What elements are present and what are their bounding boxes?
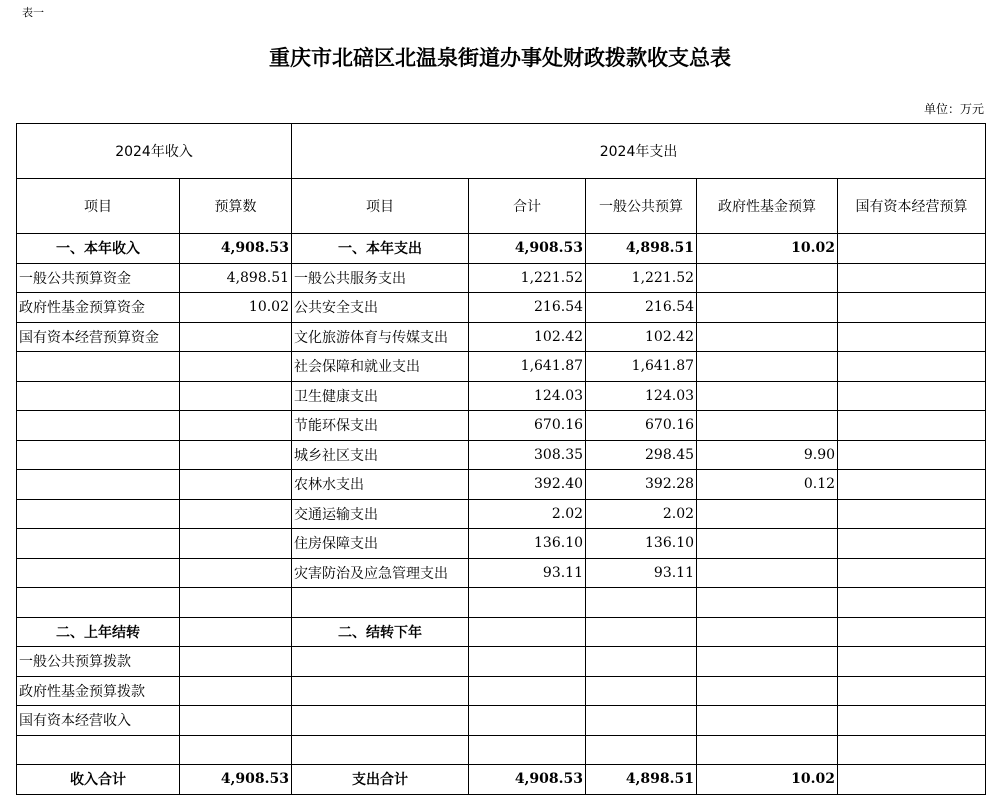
expense-item-cell: 城乡社区支出 xyxy=(292,440,469,470)
income-item-cell: 一般公共预算拨款 xyxy=(17,647,180,677)
table-row xyxy=(17,735,986,765)
income-header: 2024年收入 xyxy=(17,124,292,179)
table-row xyxy=(17,440,986,470)
income-budget-cell xyxy=(180,588,292,618)
expense-item-cell: 交通运输支出 xyxy=(292,499,469,529)
general-budget-cell: 298.45 xyxy=(586,440,697,470)
table-row xyxy=(17,558,986,588)
table-row xyxy=(17,263,986,293)
total-cell: 1,221.52 xyxy=(469,263,586,293)
income-budget-cell xyxy=(180,352,292,382)
state-capital-cell xyxy=(838,706,986,736)
income-item-cell: 一、本年收入 xyxy=(17,234,180,264)
table-row xyxy=(17,352,986,382)
total-cell: 216.54 xyxy=(469,293,586,323)
expense-item-cell: 社会保障和就业支出 xyxy=(292,352,469,382)
expense-item-cell: 卫生健康支出 xyxy=(292,381,469,411)
col-header-expense-item: 项目 xyxy=(292,179,469,234)
gov-fund-cell xyxy=(697,735,838,765)
gov-fund-cell xyxy=(697,676,838,706)
state-capital-cell xyxy=(838,676,986,706)
income-item-cell: 收入合计 xyxy=(17,765,180,795)
state-capital-cell xyxy=(838,765,986,795)
income-item-cell xyxy=(17,588,180,618)
table-row xyxy=(17,617,986,647)
income-budget-cell xyxy=(180,676,292,706)
total-cell: 136.10 xyxy=(469,529,586,559)
gov-fund-cell xyxy=(697,411,838,441)
expense-item-cell: 支出合计 xyxy=(292,765,469,795)
state-capital-cell xyxy=(838,499,986,529)
state-capital-cell xyxy=(838,263,986,293)
income-budget-cell: 4,908.53 xyxy=(180,234,292,264)
table-row xyxy=(17,499,986,529)
total-cell: 124.03 xyxy=(469,381,586,411)
income-budget-cell: 4,898.51 xyxy=(180,263,292,293)
gov-fund-cell xyxy=(697,352,838,382)
table-row xyxy=(17,234,986,264)
expense-item-cell: 公共安全支出 xyxy=(292,293,469,323)
gov-fund-cell xyxy=(697,617,838,647)
total-cell: 2.02 xyxy=(469,499,586,529)
gov-fund-cell xyxy=(697,558,838,588)
gov-fund-cell xyxy=(697,647,838,677)
income-budget-cell xyxy=(180,706,292,736)
general-budget-cell: 670.16 xyxy=(586,411,697,441)
total-cell: 4,908.53 xyxy=(469,234,586,264)
income-item-cell xyxy=(17,558,180,588)
gov-fund-cell: 9.90 xyxy=(697,440,838,470)
general-budget-cell xyxy=(586,676,697,706)
state-capital-cell xyxy=(838,322,986,352)
total-cell: 670.16 xyxy=(469,411,586,441)
expense-item-cell xyxy=(292,706,469,736)
col-header-total: 合计 xyxy=(469,179,586,234)
income-budget-cell xyxy=(180,529,292,559)
state-capital-cell xyxy=(838,588,986,618)
gov-fund-cell xyxy=(697,293,838,323)
income-budget-cell xyxy=(180,499,292,529)
state-capital-cell xyxy=(838,529,986,559)
total-cell xyxy=(469,735,586,765)
table-row xyxy=(17,765,986,795)
state-capital-cell xyxy=(838,352,986,382)
total-cell xyxy=(469,588,586,618)
gov-fund-cell: 10.02 xyxy=(697,765,838,795)
income-budget-cell xyxy=(180,558,292,588)
income-budget-cell xyxy=(180,647,292,677)
header-row-2 xyxy=(17,179,986,234)
table-row xyxy=(17,411,986,441)
expense-item-cell xyxy=(292,735,469,765)
total-cell xyxy=(469,617,586,647)
expense-item-cell: 二、结转下年 xyxy=(292,617,469,647)
col-header-gov-fund: 政府性基金预算 xyxy=(697,179,838,234)
expense-item-cell: 文化旅游体育与传媒支出 xyxy=(292,322,469,352)
general-budget-cell: 216.54 xyxy=(586,293,697,323)
total-cell: 1,641.87 xyxy=(469,352,586,382)
gov-fund-cell xyxy=(697,499,838,529)
income-budget-cell xyxy=(180,381,292,411)
col-header-general-budget: 一般公共预算 xyxy=(586,179,697,234)
gov-fund-cell xyxy=(697,322,838,352)
general-budget-cell: 1,641.87 xyxy=(586,352,697,382)
table-row xyxy=(17,588,986,618)
table-row xyxy=(17,706,986,736)
state-capital-cell xyxy=(838,381,986,411)
income-item-cell: 国有资本经营收入 xyxy=(17,706,180,736)
total-cell: 392.40 xyxy=(469,470,586,500)
header-row-1 xyxy=(17,124,986,179)
total-cell xyxy=(469,706,586,736)
table-row xyxy=(17,322,986,352)
income-budget-cell xyxy=(180,440,292,470)
income-budget-cell xyxy=(180,322,292,352)
income-item-cell: 政府性基金预算拨款 xyxy=(17,676,180,706)
gov-fund-cell: 10.02 xyxy=(697,234,838,264)
general-budget-cell xyxy=(586,588,697,618)
total-cell: 93.11 xyxy=(469,558,586,588)
income-item-cell xyxy=(17,529,180,559)
table-row xyxy=(17,676,986,706)
state-capital-cell xyxy=(838,735,986,765)
state-capital-cell xyxy=(838,617,986,647)
expense-item-cell: 一、本年支出 xyxy=(292,234,469,264)
income-budget-cell: 4,908.53 xyxy=(180,765,292,795)
general-budget-cell: 2.02 xyxy=(586,499,697,529)
total-cell: 4,908.53 xyxy=(469,765,586,795)
total-cell: 102.42 xyxy=(469,322,586,352)
gov-fund-cell xyxy=(697,706,838,736)
income-item-cell xyxy=(17,440,180,470)
income-item-cell xyxy=(17,735,180,765)
gov-fund-cell xyxy=(697,381,838,411)
table-row xyxy=(17,293,986,323)
col-header-budget: 预算数 xyxy=(180,179,292,234)
total-cell xyxy=(469,647,586,677)
general-budget-cell xyxy=(586,735,697,765)
state-capital-cell xyxy=(838,234,986,264)
income-item-cell xyxy=(17,352,180,382)
general-budget-cell: 1,221.52 xyxy=(586,263,697,293)
gov-fund-cell xyxy=(697,529,838,559)
income-budget-cell xyxy=(180,735,292,765)
expense-item-cell xyxy=(292,676,469,706)
state-capital-cell xyxy=(838,293,986,323)
page-title: 重庆市北碚区北温泉街道办事处财政拨款收支总表 xyxy=(269,45,731,70)
state-capital-cell xyxy=(838,440,986,470)
unit-label: 单位：万元 xyxy=(923,102,984,116)
state-capital-cell xyxy=(838,558,986,588)
general-budget-cell xyxy=(586,647,697,677)
general-budget-cell xyxy=(586,617,697,647)
income-budget-cell xyxy=(180,617,292,647)
expense-item-cell: 节能环保支出 xyxy=(292,411,469,441)
col-header-income-item: 项目 xyxy=(17,179,180,234)
state-capital-cell xyxy=(838,647,986,677)
finance-table xyxy=(16,123,986,795)
gov-fund-cell: 0.12 xyxy=(697,470,838,500)
income-item-cell: 政府性基金预算资金 xyxy=(17,293,180,323)
expense-item-cell: 农林水支出 xyxy=(292,470,469,500)
expense-header: 2024年支出 xyxy=(292,124,986,179)
expense-item-cell: 灾害防治及应急管理支出 xyxy=(292,558,469,588)
general-budget-cell: 124.03 xyxy=(586,381,697,411)
table-row xyxy=(17,381,986,411)
general-budget-cell: 392.28 xyxy=(586,470,697,500)
income-item-cell xyxy=(17,470,180,500)
gov-fund-cell xyxy=(697,588,838,618)
table-row xyxy=(17,470,986,500)
income-item-cell xyxy=(17,411,180,441)
general-budget-cell xyxy=(586,706,697,736)
expense-item-cell xyxy=(292,647,469,677)
general-budget-cell: 4,898.51 xyxy=(586,234,697,264)
state-capital-cell xyxy=(838,470,986,500)
col-header-state-capital: 国有资本经营预算 xyxy=(838,179,986,234)
state-capital-cell xyxy=(838,411,986,441)
gov-fund-cell xyxy=(697,263,838,293)
expense-item-cell: 一般公共服务支出 xyxy=(292,263,469,293)
expense-item-cell xyxy=(292,588,469,618)
table-row xyxy=(17,529,986,559)
total-cell xyxy=(469,676,586,706)
total-cell: 308.35 xyxy=(469,440,586,470)
general-budget-cell: 102.42 xyxy=(586,322,697,352)
expense-item-cell: 住房保障支出 xyxy=(292,529,469,559)
income-item-cell: 二、上年结转 xyxy=(17,617,180,647)
general-budget-cell: 136.10 xyxy=(586,529,697,559)
income-budget-cell xyxy=(180,411,292,441)
general-budget-cell: 93.11 xyxy=(586,558,697,588)
income-item-cell: 国有资本经营预算资金 xyxy=(17,322,180,352)
income-budget-cell xyxy=(180,470,292,500)
income-item-cell: 一般公共预算资金 xyxy=(17,263,180,293)
table-row xyxy=(17,647,986,677)
general-budget-cell: 4,898.51 xyxy=(586,765,697,795)
income-item-cell xyxy=(17,499,180,529)
income-budget-cell: 10.02 xyxy=(180,293,292,323)
income-item-cell xyxy=(17,381,180,411)
table-label: 表一 xyxy=(22,6,44,19)
